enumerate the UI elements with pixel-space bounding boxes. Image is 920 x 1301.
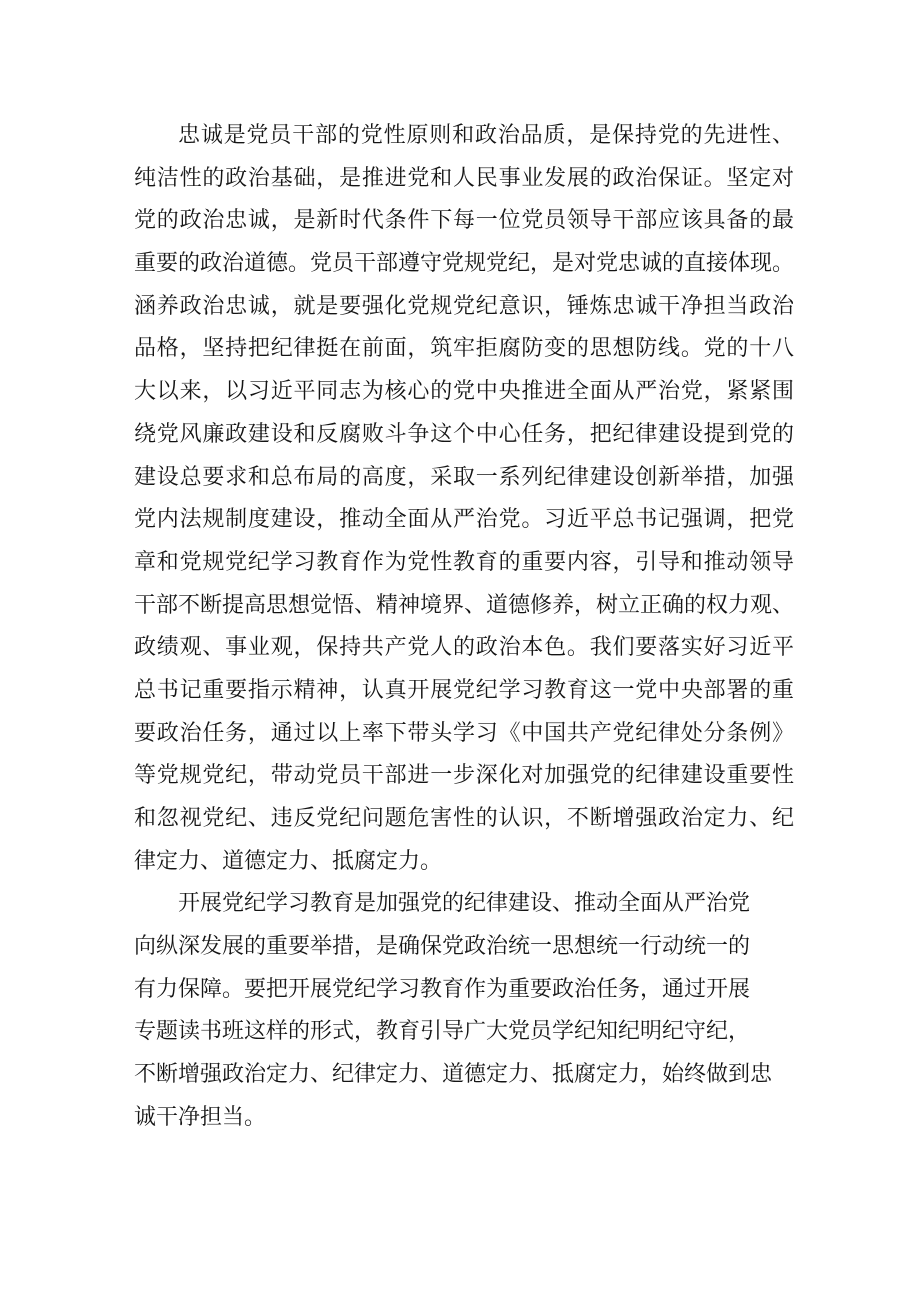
text-line: 干部不断提高思想觉悟、精神境界、道德修养，树立正确的权力观、	[134, 592, 795, 618]
text-line: 品格，坚持把纪律挺在前面，筑牢拒腐防变的思想防线。党的十八	[134, 336, 794, 362]
text-line: 章和党规党纪学习教育作为党性教育的重要内容，引导和推动领导	[134, 549, 794, 575]
paragraph-2	[134, 883, 794, 1139]
text-line: 向纵深发展的重要举措，是确保党政治统一思想统一行动统一的	[134, 934, 751, 960]
paragraph-1	[134, 115, 794, 883]
text-line: 涵养政治忠诚，就是要强化党规党纪意识，锤炼忠诚干净担当政治	[134, 293, 794, 319]
text-line: 建设总要求和总布局的高度，采取一系列纪律建设创新举措，加强	[134, 464, 794, 490]
text-line: 要政治任务，通过以上率下带头学习《中国共产党纪律处分条例》	[134, 720, 794, 746]
text-line: 专题读书班这样的形式，教育引导广大党员学纪知纪明纪守纪，	[134, 1019, 751, 1045]
text-line: 大以来，以习近平同志为核心的党中央推进全面从严治党，紧紧围	[134, 379, 794, 405]
text-line: 忠诚是党员干部的党性原则和政治品质，是保持党的先进性、	[178, 123, 794, 148]
text-line: 和忽视党纪、违反党纪问题危害性的认识，不断增强政治定力、纪	[134, 806, 794, 831]
text-line: 有力保障。要把开展党纪学习教育作为重要政治任务，通过开展	[134, 976, 751, 1002]
text-line: 政绩观、事业观，保持共产党人的政治本色。我们要落实好习近平	[134, 635, 794, 661]
text-line: 律定力、道德定力、抵腐定力。	[134, 848, 443, 874]
text-line: 开展党纪学习教育是加强党的纪律建设、推动全面从严治党	[178, 891, 751, 917]
text-line: 总书记重要指示精神，认真开展党纪学习教育这一党中央部署的重	[134, 677, 794, 703]
text-line: 诚干净担当。	[134, 1104, 267, 1130]
text-line: 不断增强政治定力、纪律定力、道德定力、抵腐定力，始终做到忠	[134, 1062, 773, 1088]
text-line: 重要的政治道德。党员干部遵守党规党纪，是对党忠诚的直接体现。	[134, 251, 795, 277]
text-line: 纯洁性的政治基础，是推进党和人民事业发展的政治保证。坚定对	[134, 165, 794, 191]
document-body	[134, 115, 794, 1140]
text-line: 党的政治忠诚，是新时代条件下每一位党员领导干部应该具备的最	[134, 208, 794, 234]
text-line: 党内法规制度建设，推动全面从严治党。习近平总书记强调，把党	[134, 507, 794, 533]
text-line: 等党规党纪，带动党员干部进一步深化对加强党的纪律建设重要性	[134, 763, 794, 789]
text-line: 绕党风廉政建设和反腐败斗争这个中心任务，把纪律建设提到党的	[134, 421, 794, 447]
